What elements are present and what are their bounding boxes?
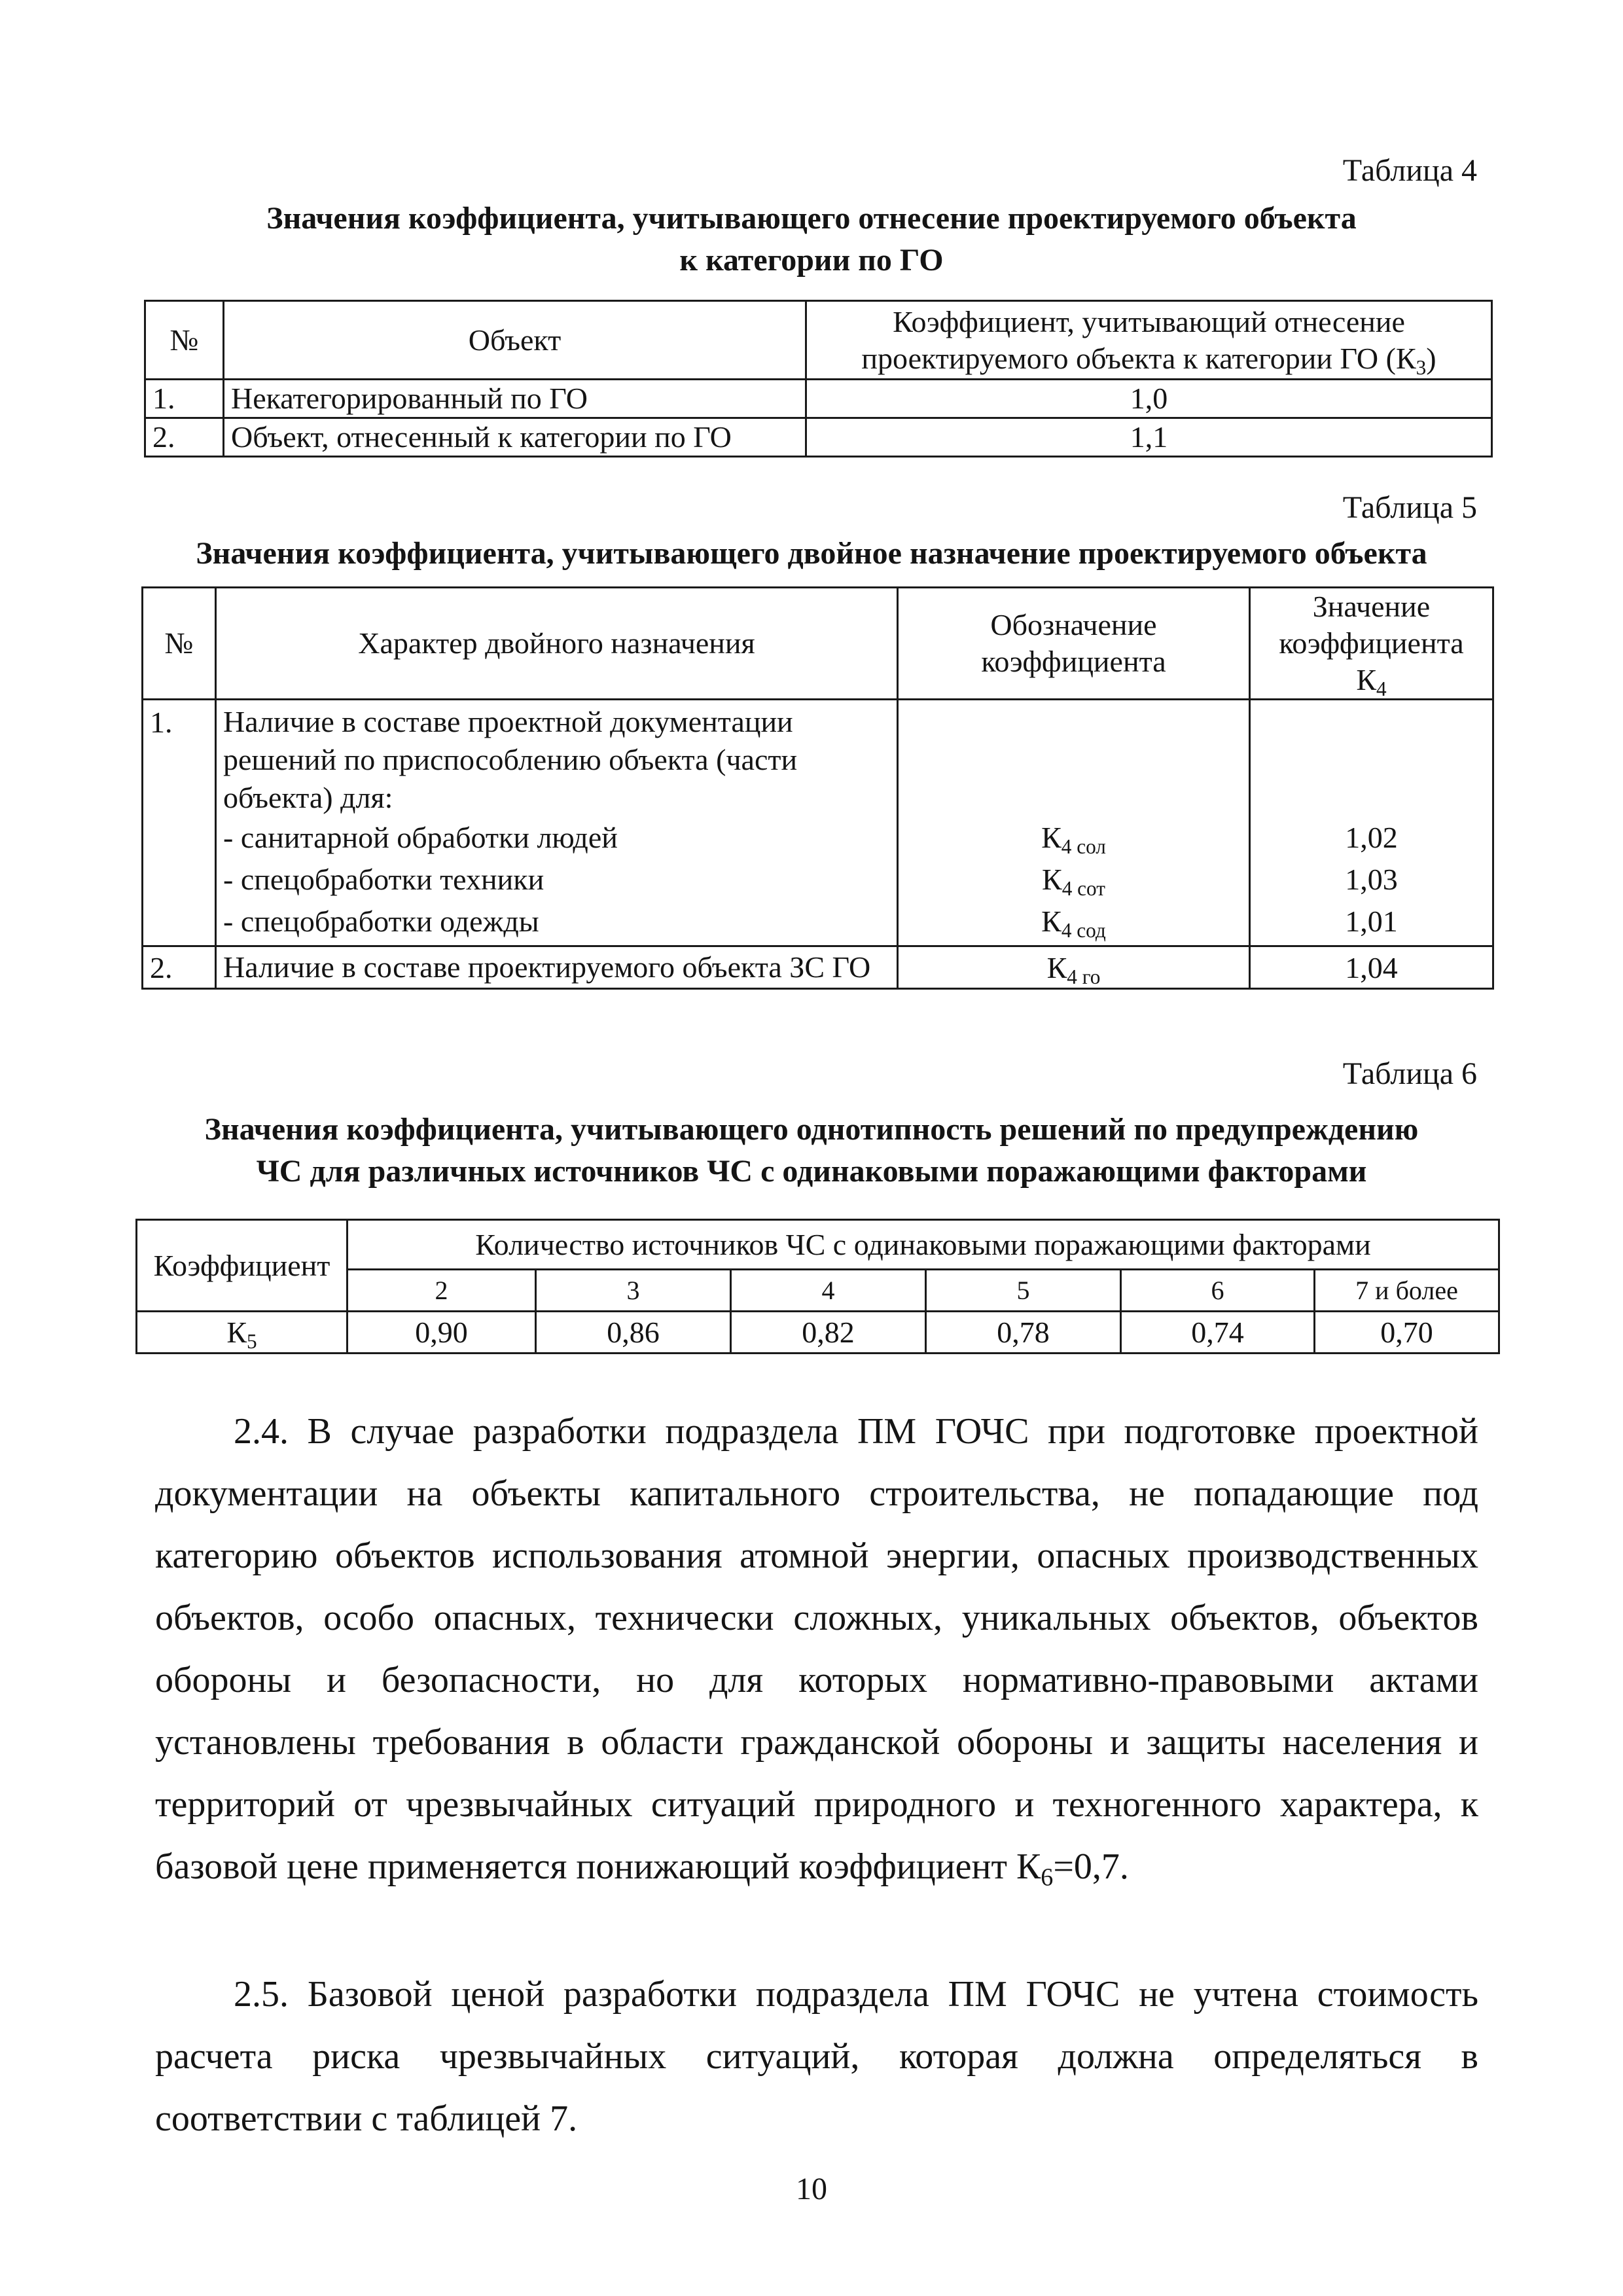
table5-row2-coef: $К_{4 го}$ — [898, 946, 1250, 989]
table4-header-num: № — [145, 301, 224, 380]
table6-header-sources: Количество источников ЧС с одинаковыми поражающими факторами — [348, 1220, 1499, 1270]
table4-label: Таблица 4 — [1342, 153, 1477, 188]
table5-row1-coef3: $К_{4 сод}$ — [1041, 905, 1106, 942]
table5-row1-text — [216, 700, 898, 946]
table5-row1-item3: - спецобработки одежды — [223, 905, 539, 938]
table6-value-3: 0,86 — [536, 1312, 731, 1354]
table5-row1-coef2: $К_{4 сот}$ — [1042, 863, 1105, 900]
paragraph-2-4-text: 2.4. В случае разработки подраздела ПМ ГОЧС при подготовке проектной документации на объекты капитального строительства, не попадающие под категорию объектов использования атомной энергии, опасных производственных объектов, особо опасных, технически сложных, уникальных объектов, объектов обороны и безопасности, но для которых нормативно-правовыми актами установлены требования в области гражданской обороны и защиты населения и территорий от чрезвычайных ситуаций природного и техногенного характера, к базовой цене применяется понижающий коэффициент К — [155, 1411, 1478, 1887]
table5-label: Таблица 5 — [1342, 490, 1477, 525]
table6-value-4: 0,82 — [731, 1312, 926, 1354]
table6-value-2: 0,90 — [348, 1312, 536, 1354]
table4-caption — [144, 198, 1479, 281]
table6-count-4: 4 — [731, 1270, 926, 1312]
table5-header-value-line1: Значение — [1312, 590, 1431, 623]
table5-row1-num: 1. — [143, 700, 216, 946]
paragraph-2-4-sub: 6 — [1041, 1863, 1054, 1892]
table5-header-designation — [898, 588, 1250, 700]
table6-count-7plus: 7 и более — [1315, 1270, 1499, 1312]
table5-row1-coefs — [898, 700, 1250, 946]
table6-count-3: 3 — [536, 1270, 731, 1312]
table5-row2-text: Наличие в составе проектируемого объекта ЗС ГО — [216, 946, 898, 989]
table5-header-num: № — [143, 588, 216, 700]
table6-count-6: 6 — [1121, 1270, 1315, 1312]
table5-row1-value2: 1,03 — [1345, 863, 1398, 896]
table5-row1-value3: 1,01 — [1345, 905, 1398, 938]
table4 — [144, 300, 1493, 457]
table4-header-coef-sub: 3 — [1416, 355, 1427, 379]
table5-header-value-k: К — [1356, 663, 1377, 696]
table5-row1-coef1: $К_{4 сол}$ — [1041, 821, 1106, 858]
table5-row1-item2: - спецобработки техники — [223, 863, 544, 896]
table5-header-value-line2: коэффициента — [1279, 626, 1464, 660]
table5-header-designation-line1: Обозначение — [990, 608, 1157, 641]
table6-value-6: 0,74 — [1121, 1312, 1315, 1354]
table5-row2-num: 2. — [143, 946, 216, 989]
table4-header-coef-line2 — [813, 340, 1484, 377]
table6-value-5: 0,78 — [926, 1312, 1121, 1354]
table5-header-character: Характер двойного назначения — [216, 588, 898, 700]
table4-row1-value: 1,0 — [806, 380, 1492, 418]
table5 — [141, 586, 1494, 990]
table-row — [145, 418, 1492, 457]
table5-header-value-sub: 4 — [1376, 677, 1387, 700]
table5-header-value-line3 — [1257, 662, 1486, 698]
table4-header-coef-line1: Коэффициент, учитывающий отнесение — [893, 304, 1405, 338]
table5-row1-item1: - санитарной обработки людей — [223, 821, 618, 854]
table6-label: Таблица 6 — [1342, 1056, 1477, 1091]
table6-caption-line1: Значения коэффициента, учитывающего однотипность решений по предупреждению — [204, 1112, 1419, 1147]
table-row — [137, 1312, 1499, 1354]
table5-caption: Значения коэффициента, учитывающего двойное назначение проектируемого объекта — [196, 536, 1427, 571]
table4-caption-line2: к категории по ГО — [679, 243, 944, 278]
table5-header-value — [1250, 588, 1493, 700]
table6-caption-line2: ЧС для различных источников ЧС с одинаковыми поражающими факторами — [256, 1154, 1367, 1189]
table-row — [145, 380, 1492, 418]
table4-header-coef-end: ) — [1426, 341, 1436, 375]
table4-row2-num: 2. — [145, 418, 224, 457]
table-row — [143, 946, 1493, 989]
table4-header-object: Объект — [224, 301, 806, 380]
table4-row2-object: Объект, отнесенный к категории по ГО — [224, 418, 806, 457]
table5-row1-values — [1250, 700, 1493, 946]
table4-header-coef-text: проектируемого объекта к категории ГО (К — [861, 341, 1416, 375]
table4-row2-value: 1,1 — [806, 418, 1492, 457]
paragraph-2-4 — [155, 1401, 1478, 1898]
table4-header-coef — [806, 301, 1492, 380]
table5-header-designation-line2: коэффициента — [981, 645, 1166, 678]
table4-row1-object: Некатегорированный по ГО — [224, 380, 806, 418]
table6 — [135, 1219, 1500, 1354]
table6-count-5: 5 — [926, 1270, 1121, 1312]
table6-header-coef: Коэффициент — [137, 1220, 348, 1312]
table6-row-label: $К_5$ — [137, 1312, 348, 1354]
table5-row1-intro: Наличие в составе проектной документации решений по приспособлению объекта (части объекта) для: — [223, 705, 798, 814]
table4-row1-num: 1. — [145, 380, 224, 418]
table4-caption-line1: Значения коэффициента, учитывающего отнесение проектируемого объекта — [266, 201, 1357, 236]
table5-row1-value1: 1,02 — [1345, 821, 1398, 854]
page-number: 10 — [796, 2172, 827, 2206]
table5-row1-items — [223, 817, 890, 942]
table5-row2-value: 1,04 — [1250, 946, 1493, 989]
paragraph-2-5-text: 2.5. Базовой ценой разработки подраздела ПМ ГОЧС не учтена стоимость расчета риска чрезвычайных ситуаций, которая должна определяться в соответствии с таблицей 7. — [155, 1974, 1478, 2139]
table6-value-7plus: 0,70 — [1315, 1312, 1499, 1354]
table6-caption — [131, 1109, 1492, 1193]
table-row — [143, 700, 1493, 946]
table6-count-2: 2 — [348, 1270, 536, 1312]
paragraph-2-5 — [155, 1964, 1478, 2150]
paragraph-2-4-end: =0,7. — [1053, 1846, 1129, 1887]
